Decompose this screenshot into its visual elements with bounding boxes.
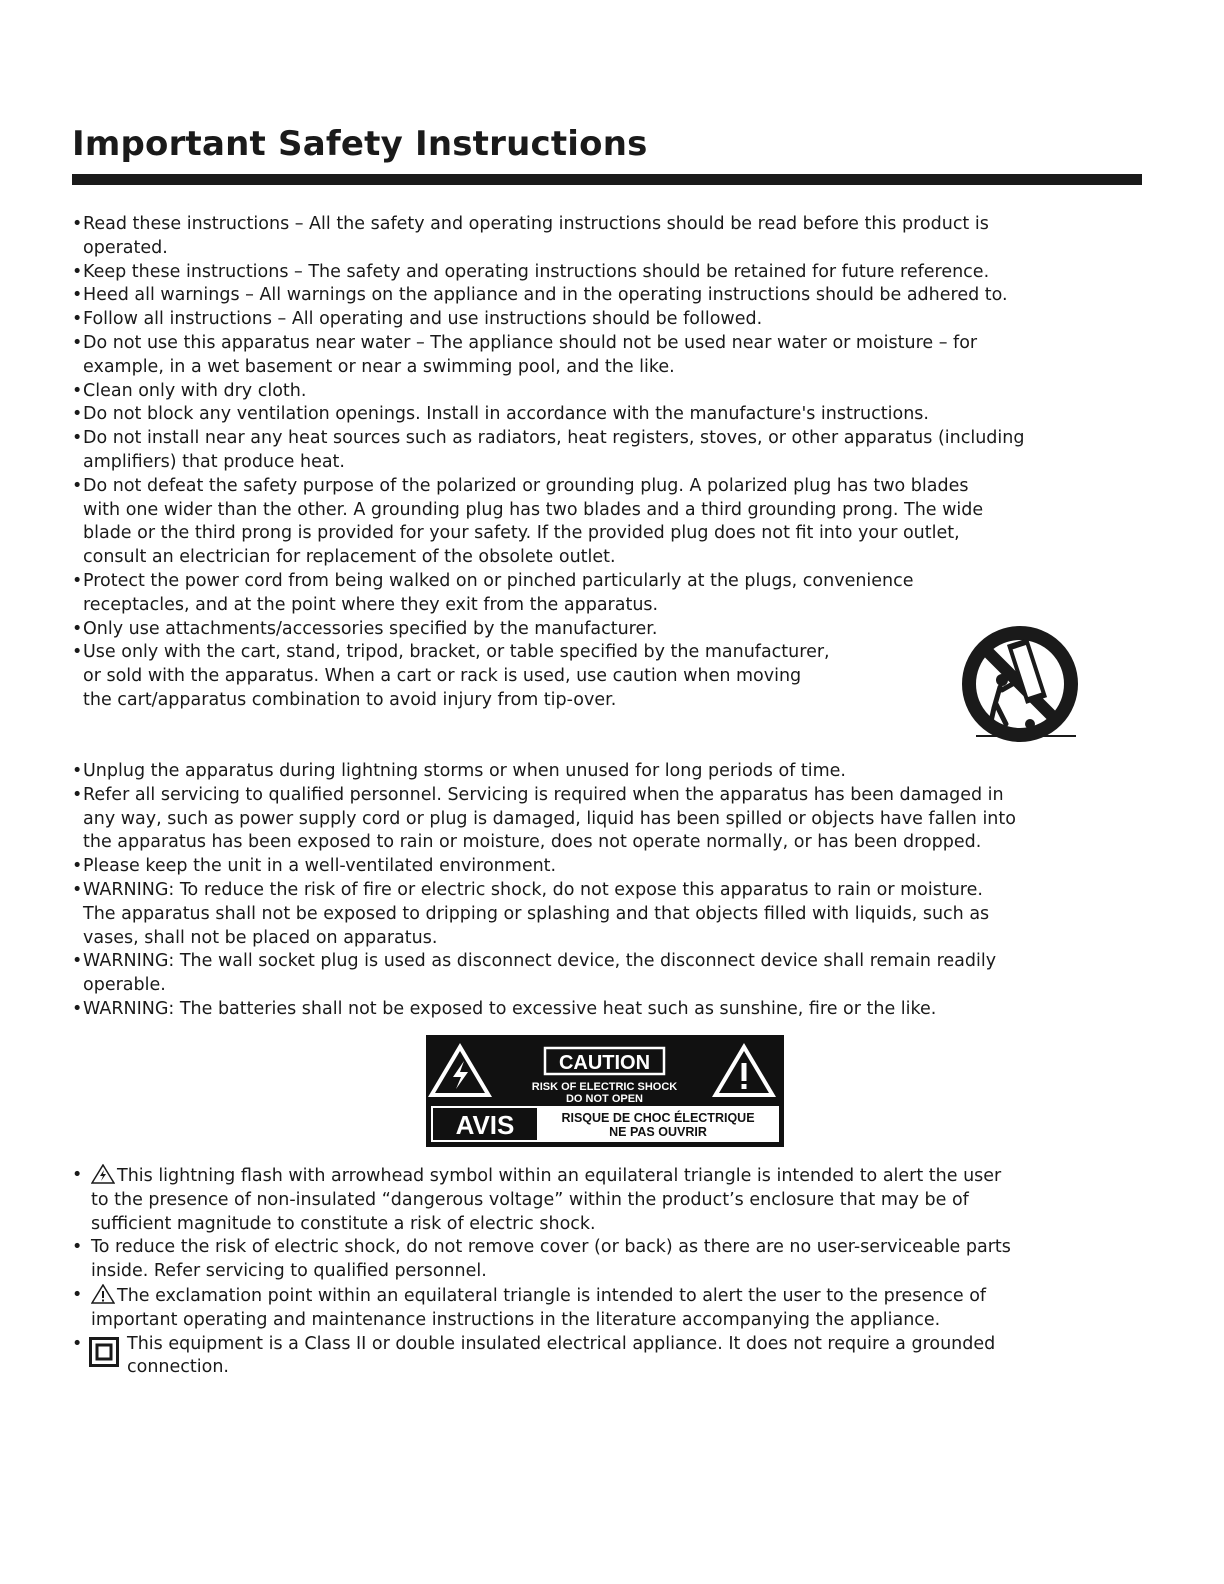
lightning-triangle-icon — [91, 1164, 115, 1184]
page-title: Important Safety Instructions — [72, 124, 648, 164]
list-item: • Do not block any ventilation openings. Install in accordance with the manufacture's instructions. — [72, 403, 1152, 427]
risk-line-2: DO NOT OPEN — [565, 1093, 644, 1105]
list-item: • Refer all servicing to qualified personnel. Servicing is required when the apparatus has been damaged in any way, such as power supply cord or plug is damaged, liquid has been spilled or objects have fallen into the apparatus has been exposed to rain or moisture, does not operate normally, or has been dropped. — [72, 784, 1152, 855]
list-item: • WARNING: The wall socket plug is used as disconnect device, the disconnect device shall remain readily operable. — [72, 950, 1152, 998]
list-item: • The exclamation point within an equilateral triangle is intended to alert the user to the presence of important operating and maintenance instructions in the literature accompanying the appliance. — [72, 1284, 1152, 1333]
fr-line-1: RISQUE DE CHOC ÉLECTRIQUE — [561, 1111, 755, 1125]
list-item: • Read these instructions – All the safety and operating instructions should be read before this product is operated. — [72, 213, 1152, 261]
caution-text: CAUTION — [558, 1052, 651, 1074]
exclamation-triangle-icon — [91, 1284, 115, 1304]
list-item: • Heed all warnings – All warnings on the appliance and in the operating instructions should be adhered to. — [72, 284, 1152, 308]
list-item: • Protect the power cord from being walked on or pinched particularly at the plugs, convenience receptacles, and at the point where they exit from the apparatus. — [72, 570, 1152, 618]
list-item: • Do not install near any heat sources such as radiators, heat registers, stoves, or other apparatus (including amplifiers) that produce heat. — [72, 427, 1152, 475]
list-item: • Only use attachments/accessories specified by the manufacturer. — [72, 618, 1152, 642]
list-item: • Please keep the unit in a well-ventilated environment. — [72, 855, 1152, 879]
avis-text: AVIS — [455, 1110, 515, 1140]
risk-line-1: RISK OF ELECTRIC SHOCK — [531, 1081, 678, 1093]
fr-line-2: NE PAS OUVRIR — [609, 1125, 707, 1139]
exclamation-mark-icon — [742, 1063, 747, 1081]
list-item: • WARNING: The batteries shall not be exposed to excessive heat such as sunshine, fire or the like. — [72, 998, 1152, 1022]
list-item: • This lightning flash with arrowhead symbol within an equilateral triangle is intended to alert the user to the presence of non-insulated “dangerous voltage” within the product’s enclosure that may be of sufficient magnitude to constitute a risk of electric shock. — [72, 1164, 1152, 1236]
list-item: • Do not use this apparatus near water – The appliance should not be used near water or moisture – for example, in a wet basement or near a swimming pool, and the like. — [72, 332, 1152, 380]
list-item: • Unplug the apparatus during lightning storms or when unused for long periods of time. — [72, 760, 1152, 784]
caution-label — [426, 1035, 784, 1147]
list-item: • WARNING: To reduce the risk of fire or electric shock, do not expose this apparatus to rain or moisture. The apparatus shall not be exposed to dripping or splashing and that objects filled with liquids, such as vases, shall not be placed on apparatus. — [72, 879, 1152, 950]
list-item: • To reduce the risk of electric shock, do not remove cover (or back) as there are no user-serviceable parts inside. Refer servicing to qualified personnel. — [72, 1236, 1152, 1284]
list-item: • This equipment is a Class II or double insulated electrical appliance. It does not require a grounded connection. — [72, 1333, 1152, 1381]
list-item: • Use only with the cart, stand, tripod, bracket, or table specified by the manufacturer, or sold with the apparatus. When a cart or rack is used, use caution when moving the cart/apparatus combination to avoid injury from tip-over. — [72, 641, 1152, 712]
double-square-icon — [89, 1337, 119, 1367]
list-item: • Follow all instructions – All operating and use instructions should be followed. — [72, 308, 1152, 332]
list-item: • Do not defeat the safety purpose of the polarized or grounding plug. A polarized plug has two blades with one wider than the other. A grounding plug has two blades and a third grounding prong. The wide blade or the third prong is provided for your safety. If the provided plug does not fit into your outlet, consult an electrician for replacement of the obsolete outlet. — [72, 475, 1152, 570]
title-rule — [72, 174, 1142, 185]
list-item: • Keep these instructions – The safety and operating instructions should be retained for future reference. — [72, 261, 1152, 285]
tip-over-cart-warning-icon — [960, 624, 1080, 744]
safety-list-bottom — [72, 1164, 1152, 1380]
list-item: • Clean only with dry cloth. — [72, 380, 1152, 404]
safety-list-middle — [72, 760, 1152, 1022]
